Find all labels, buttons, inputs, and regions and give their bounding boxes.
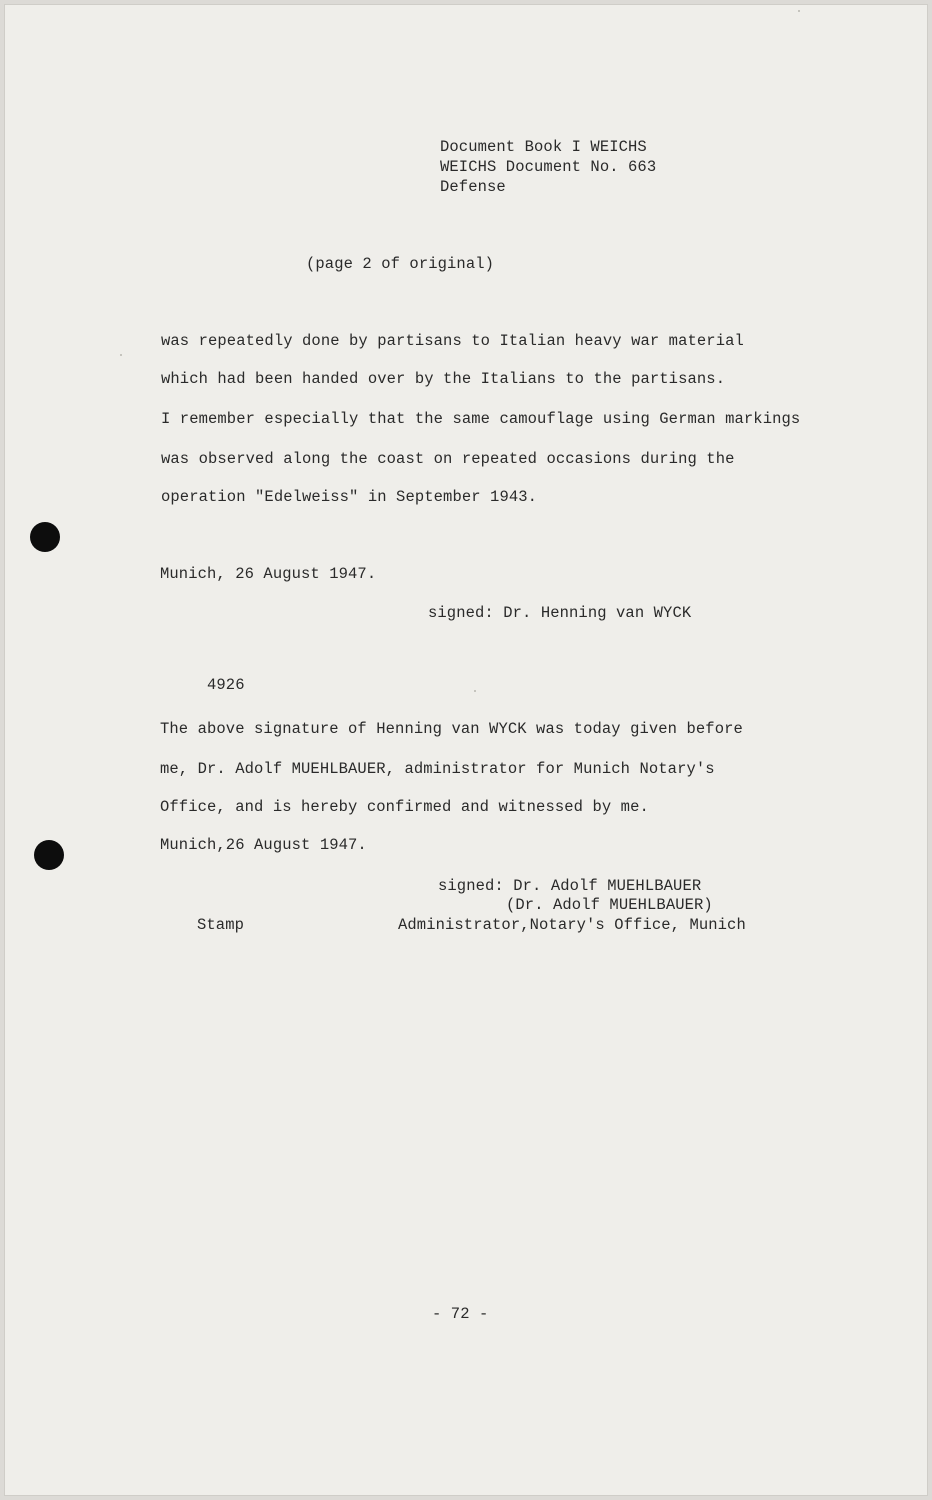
paper-speck <box>120 354 122 356</box>
first-date-line: Munich, 26 August 1947. <box>160 565 377 583</box>
punch-hole-top <box>30 522 60 552</box>
page-of-original-note: (page 2 of original) <box>306 255 495 273</box>
document-page <box>4 4 928 1496</box>
header-defense: Defense <box>440 178 506 196</box>
stamp-label: Stamp <box>197 916 245 934</box>
body-line: I remember especially that the same camouflage using German markings <box>161 410 801 428</box>
body-line: which had been handed over by the Italians to the partisans. <box>161 370 726 388</box>
first-signature: signed: Dr. Henning van WYCK <box>428 604 692 622</box>
body-line: was repeatedly done by partisans to Italian heavy war material <box>161 332 744 350</box>
second-date-line: Munich,26 August 1947. <box>160 836 367 854</box>
reference-number: 4926 <box>207 676 245 694</box>
page-number: - 72 - <box>432 1305 489 1323</box>
punch-hole-bottom <box>34 840 64 870</box>
body-line: was observed along the coast on repeated occasions during the <box>161 450 735 468</box>
second-signature-title: Administrator,Notary's Office, Munich <box>398 916 746 934</box>
body-line: operation "Edelweiss" in September 1943. <box>161 488 538 506</box>
attestation-line: Office, and is hereby confirmed and witnessed by me. <box>160 798 649 816</box>
attestation-line: me, Dr. Adolf MUEHLBAUER, administrator for Munich Notary's <box>160 760 715 778</box>
header-document-number: WEICHS Document No. 663 <box>440 158 657 176</box>
second-signature: signed: Dr. Adolf MUEHLBAUER <box>438 877 702 895</box>
paper-speck <box>798 10 800 12</box>
attestation-line: The above signature of Henning van WYCK was today given before <box>160 720 743 738</box>
paper-speck <box>474 690 476 692</box>
header-document-book: Document Book I WEICHS <box>440 138 647 156</box>
second-signature-name: (Dr. Adolf MUEHLBAUER) <box>506 896 713 914</box>
